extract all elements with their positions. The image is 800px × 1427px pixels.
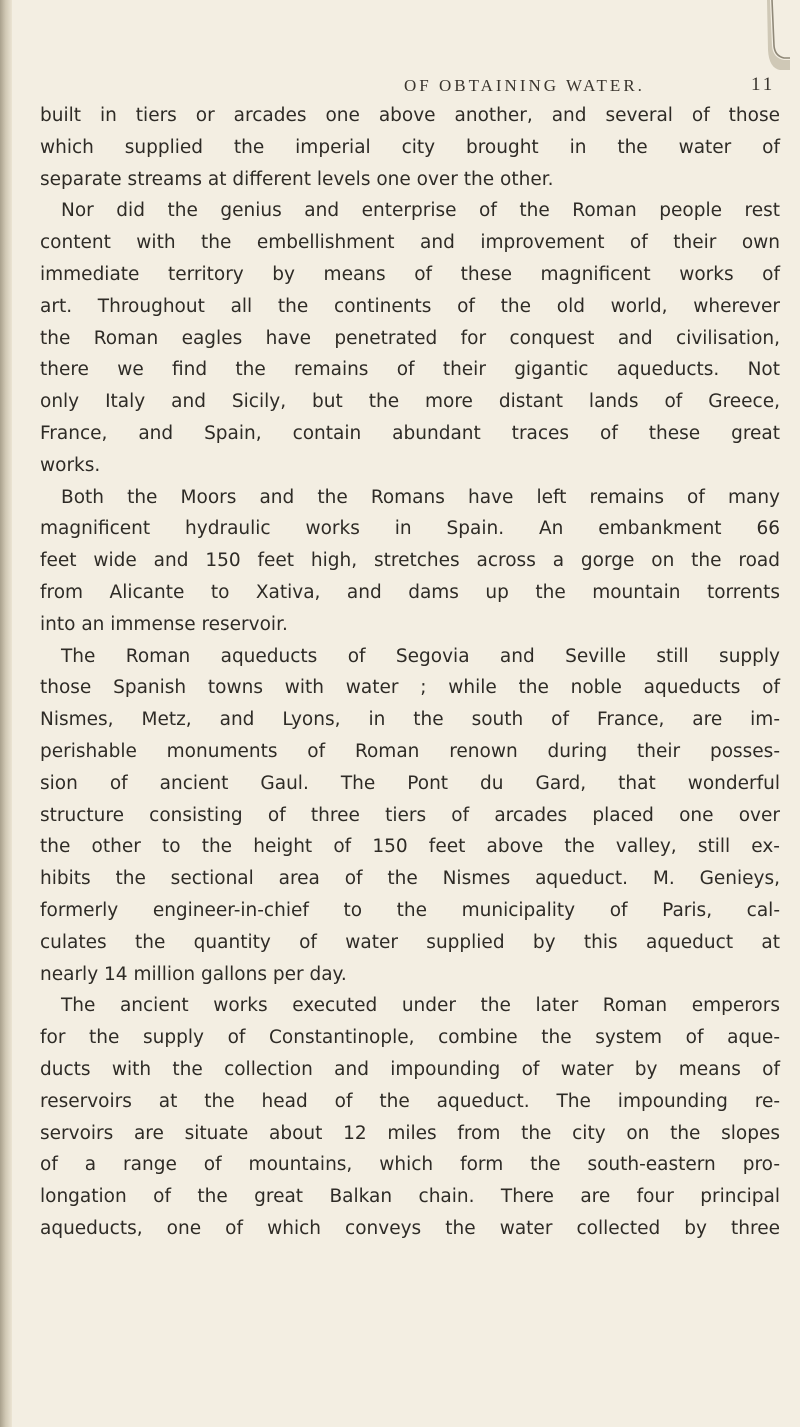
text-line: only Italy and Sicily, but the more distant lands of Greece,: [40, 391, 780, 413]
text-line: content with the embellishment and improvement of their own: [40, 232, 780, 254]
text-line: for the supply of Constantinople, combine the system of aque-: [40, 1027, 780, 1049]
text-line: works.: [40, 454, 101, 476]
page-number: 11: [751, 74, 776, 95]
text-line: the Roman eagles have penetrated for conquest and civilisation,: [40, 327, 780, 349]
text-line: structure consisting of three tiers of arcades placed one over: [40, 804, 780, 826]
text-line: which supplied the imperial city brought in the water of: [40, 136, 780, 158]
text-line: longation of the great Balkan chain. There are four principal: [40, 1186, 780, 1208]
text-line: France, and Spain, contain abundant traces of these great: [40, 422, 780, 444]
text-line: feet wide and 150 feet high, stretches across a gorge on the road: [40, 550, 780, 572]
text-line: there we find the remains of their gigantic aqueducts. Not: [40, 359, 780, 381]
text-line: perishable monuments of Roman renown during their posses-: [40, 740, 780, 762]
text-line: into an immense reservoir.: [40, 613, 288, 635]
text-line: those Spanish towns with water ; while the noble aqueducts of: [40, 677, 780, 699]
text-line: sion of ancient Gaul. The Pont du Gard, that wonderful: [40, 772, 780, 794]
torn-corner-mark: [766, 0, 790, 70]
text-line: The Roman aqueducts of Segovia and Seville still supply: [61, 645, 780, 667]
text-line: servoirs are situate about 12 miles from the city on the slopes: [40, 1122, 780, 1144]
running-title: OF OBTAINING WATER.: [404, 76, 645, 95]
text-line: immediate territory by means of these magnificent works of: [40, 263, 780, 285]
text-line: the other to the height of 150 feet above the valley, still ex-: [40, 836, 780, 858]
text-line: aqueducts, one of which conveys the water collected by three: [40, 1217, 780, 1239]
text-line: art. Throughout all the continents of the old world, wherever: [40, 295, 780, 317]
text-line: ducts with the collection and impounding of water by means of: [40, 1058, 780, 1080]
text-line: hibits the sectional area of the Nismes aqueduct. M. Genieys,: [40, 868, 780, 890]
running-header: [0, 76, 800, 100]
text-line: reservoirs at the head of the aqueduct. The impounding re-: [40, 1090, 780, 1112]
text-line: separate streams at different levels one over the other.: [40, 168, 554, 190]
page-binding-shadow: [0, 0, 12, 1427]
text-line: culates the quantity of water supplied by this aqueduct at: [40, 931, 780, 953]
text-line: nearly 14 million gallons per day.: [40, 963, 347, 985]
text-line: Nismes, Metz, and Lyons, in the south of France, are im-: [40, 709, 780, 731]
text-line: formerly engineer-in-chief to the municipality of Paris, cal-: [40, 899, 780, 921]
text-line: built in tiers or arcades one above another, and several of those: [40, 105, 780, 126]
text-line: of a range of mountains, which form the south-eastern pro-: [40, 1154, 780, 1176]
text-line: The ancient works executed under the later Roman emperors: [61, 995, 780, 1017]
text-line: magnificent hydraulic works in Spain. An embankment 66: [40, 518, 780, 540]
body-text: [40, 100, 780, 1245]
text-line: Nor did the genius and enterprise of the Roman people rest: [61, 200, 780, 222]
text-line: from Alicante to Xativa, and dams up the mountain torrents: [40, 581, 780, 603]
text-line: Both the Moors and the Romans have left remains of many: [61, 486, 780, 508]
